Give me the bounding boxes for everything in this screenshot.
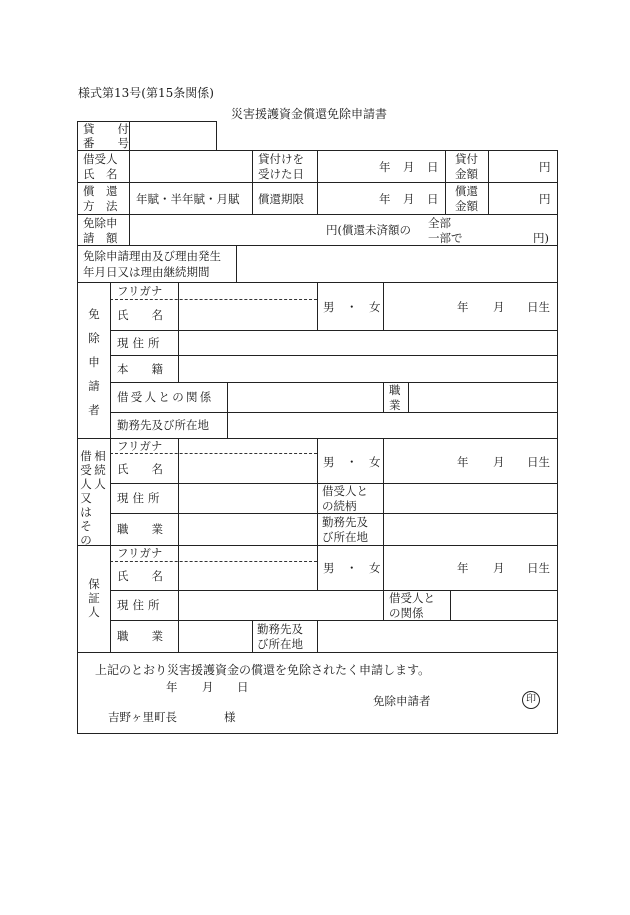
heir-section-char-3: 人 <box>80 477 92 491</box>
applicant-address-label: 現住所 <box>117 336 164 350</box>
loan-date-month: 月 <box>403 160 415 174</box>
loan-number-label-2: 番 号 <box>83 136 135 150</box>
applicant-section-char-1: 免 <box>88 307 100 321</box>
exemption-amount-close: 円) <box>533 231 549 245</box>
repaid-amount-label-1: 償還 <box>455 184 478 198</box>
applicant-occupation-label-1: 職 <box>389 383 401 397</box>
repaid-amount-yen: 円 <box>539 192 551 206</box>
repaid-amount-label-2: 金額 <box>455 199 478 213</box>
repayment-method-label-1: 償 還 <box>83 184 118 198</box>
deadline-year: 年 <box>379 192 391 206</box>
all-part-1: 全部 <box>428 216 451 230</box>
applicant-workplace-label: 勤務先及び所在地 <box>117 418 209 432</box>
loan-amount-label-1: 貸付 <box>455 152 478 166</box>
applicant-section-char-4: 請 <box>88 379 100 393</box>
addressee-honorific: 様 <box>224 710 236 724</box>
guarantor-occupation-label: 職 業 <box>117 629 163 643</box>
guarantor-workplace-label-1: 勤務先及 <box>257 622 303 636</box>
heir-birth-month: 月 <box>493 455 505 469</box>
heir-address-label: 現住所 <box>117 491 164 505</box>
deadline-month: 月 <box>403 192 415 206</box>
reason-label-2: 年月日又は理由継続期間 <box>83 265 210 279</box>
heir-section-char-4: 又 <box>80 491 92 505</box>
applicant-section-char-3: 申 <box>88 355 100 369</box>
heir-section-char-9: 続 <box>94 463 106 477</box>
guarantor-section-char-3: 人 <box>88 605 100 619</box>
guarantor-section-char-2: 証 <box>88 591 100 605</box>
seal-mark: 印 <box>522 691 540 709</box>
applicant-occupation-label-2: 業 <box>389 398 401 412</box>
guarantor-workplace-label-2: び所在地 <box>257 637 303 651</box>
exemption-amount-text: 円(償還未済額の <box>326 223 411 237</box>
all-part-2: 一部で <box>428 231 463 245</box>
reason-label-1: 免除申請理由及び理由発生 <box>83 249 221 263</box>
repayment-method-label-2: 方 法 <box>83 199 118 213</box>
borrower-name-label-2: 氏 名 <box>83 167 118 181</box>
applicant-name-label: 氏 名 <box>117 308 163 322</box>
guarantor-birth-month: 月 <box>493 561 505 575</box>
loan-amount-label-2: 金額 <box>455 167 478 181</box>
heir-birth-year: 年 <box>457 455 469 469</box>
guarantor-birth-day: 日生 <box>527 561 550 575</box>
applicant-section-char-5: 者 <box>88 403 100 417</box>
guarantor-relation-label-2: の関係 <box>389 606 424 620</box>
heir-section-char-8: 相 <box>94 449 106 463</box>
application-date-day: 日 <box>237 680 249 694</box>
heir-furigana-label: フリガナ <box>117 439 163 453</box>
applicant-gender: 男 ・ 女 <box>323 300 381 314</box>
loan-date-label-2: 受けた日 <box>258 167 304 181</box>
applicant-domicile-label: 本 籍 <box>117 362 163 376</box>
exemption-amount-label-2: 請 額 <box>83 231 118 245</box>
borrower-name-label-1: 借受人 <box>83 152 118 166</box>
application-statement: 上記のとおり災害援護資金の償還を免除されたく申請します。 <box>95 663 431 677</box>
heir-gender: 男 ・ 女 <box>323 455 381 469</box>
heir-section-char-1: 借 <box>80 449 92 463</box>
form-title: 災害援護資金償還免除申請書 <box>231 107 388 121</box>
deadline-day: 日 <box>427 192 439 206</box>
heir-section-char-6: そ <box>80 519 92 533</box>
exemption-amount-label-1: 免除申 <box>83 216 118 230</box>
loan-date-day: 日 <box>427 160 439 174</box>
applicant-birth-year: 年 <box>457 300 469 314</box>
application-date-month: 月 <box>202 680 214 694</box>
loan-date-year: 年 <box>379 160 391 174</box>
heir-workplace-label-2: び所在地 <box>322 530 368 544</box>
heir-section-char-10: 人 <box>94 477 106 491</box>
guarantor-section-char-1: 保 <box>88 577 100 591</box>
loan-amount-yen: 円 <box>539 160 551 174</box>
guarantor-furigana-label: フリガナ <box>117 546 163 560</box>
addressee: 吉野ヶ里町長 <box>108 710 177 724</box>
applicant-relation-label: 借受人との関係 <box>117 390 214 404</box>
heir-relation-label-1: 借受人と <box>322 484 368 498</box>
loan-date-label-1: 貸付けを <box>258 152 304 166</box>
guarantor-relation-label-1: 借受人と <box>389 591 435 605</box>
guarantor-birth-year: 年 <box>457 561 469 575</box>
heir-section-char-7: の <box>80 533 92 547</box>
repayment-method-value: 年賦・半年賦・月賦 <box>136 192 240 206</box>
applicant-signature-label: 免除申請者 <box>373 694 431 708</box>
heir-relation-label-2: の続柄 <box>322 499 357 513</box>
repayment-deadline-label: 償還期限 <box>258 192 304 206</box>
applicant-section-char-2: 除 <box>88 331 100 345</box>
form-number: 様式第13号(第15条関係) <box>78 86 214 100</box>
heir-workplace-label-1: 勤務先及 <box>322 515 368 529</box>
guarantor-name-label: 氏 名 <box>117 569 163 583</box>
guarantor-address-label: 現住所 <box>117 598 164 612</box>
loan-number-label-1: 貸 付 <box>83 122 135 136</box>
heir-birth-day: 日生 <box>527 455 550 469</box>
application-date-year: 年 <box>166 680 178 694</box>
guarantor-gender: 男 ・ 女 <box>323 561 381 575</box>
heir-occupation-label: 職 業 <box>117 522 163 536</box>
applicant-furigana-label: フリガナ <box>117 284 163 298</box>
heir-section-char-5: は <box>80 505 92 519</box>
heir-section-char-2: 受 <box>80 463 92 477</box>
applicant-birth-day: 日生 <box>527 300 550 314</box>
applicant-birth-month: 月 <box>493 300 505 314</box>
heir-name-label: 氏 名 <box>117 462 163 476</box>
